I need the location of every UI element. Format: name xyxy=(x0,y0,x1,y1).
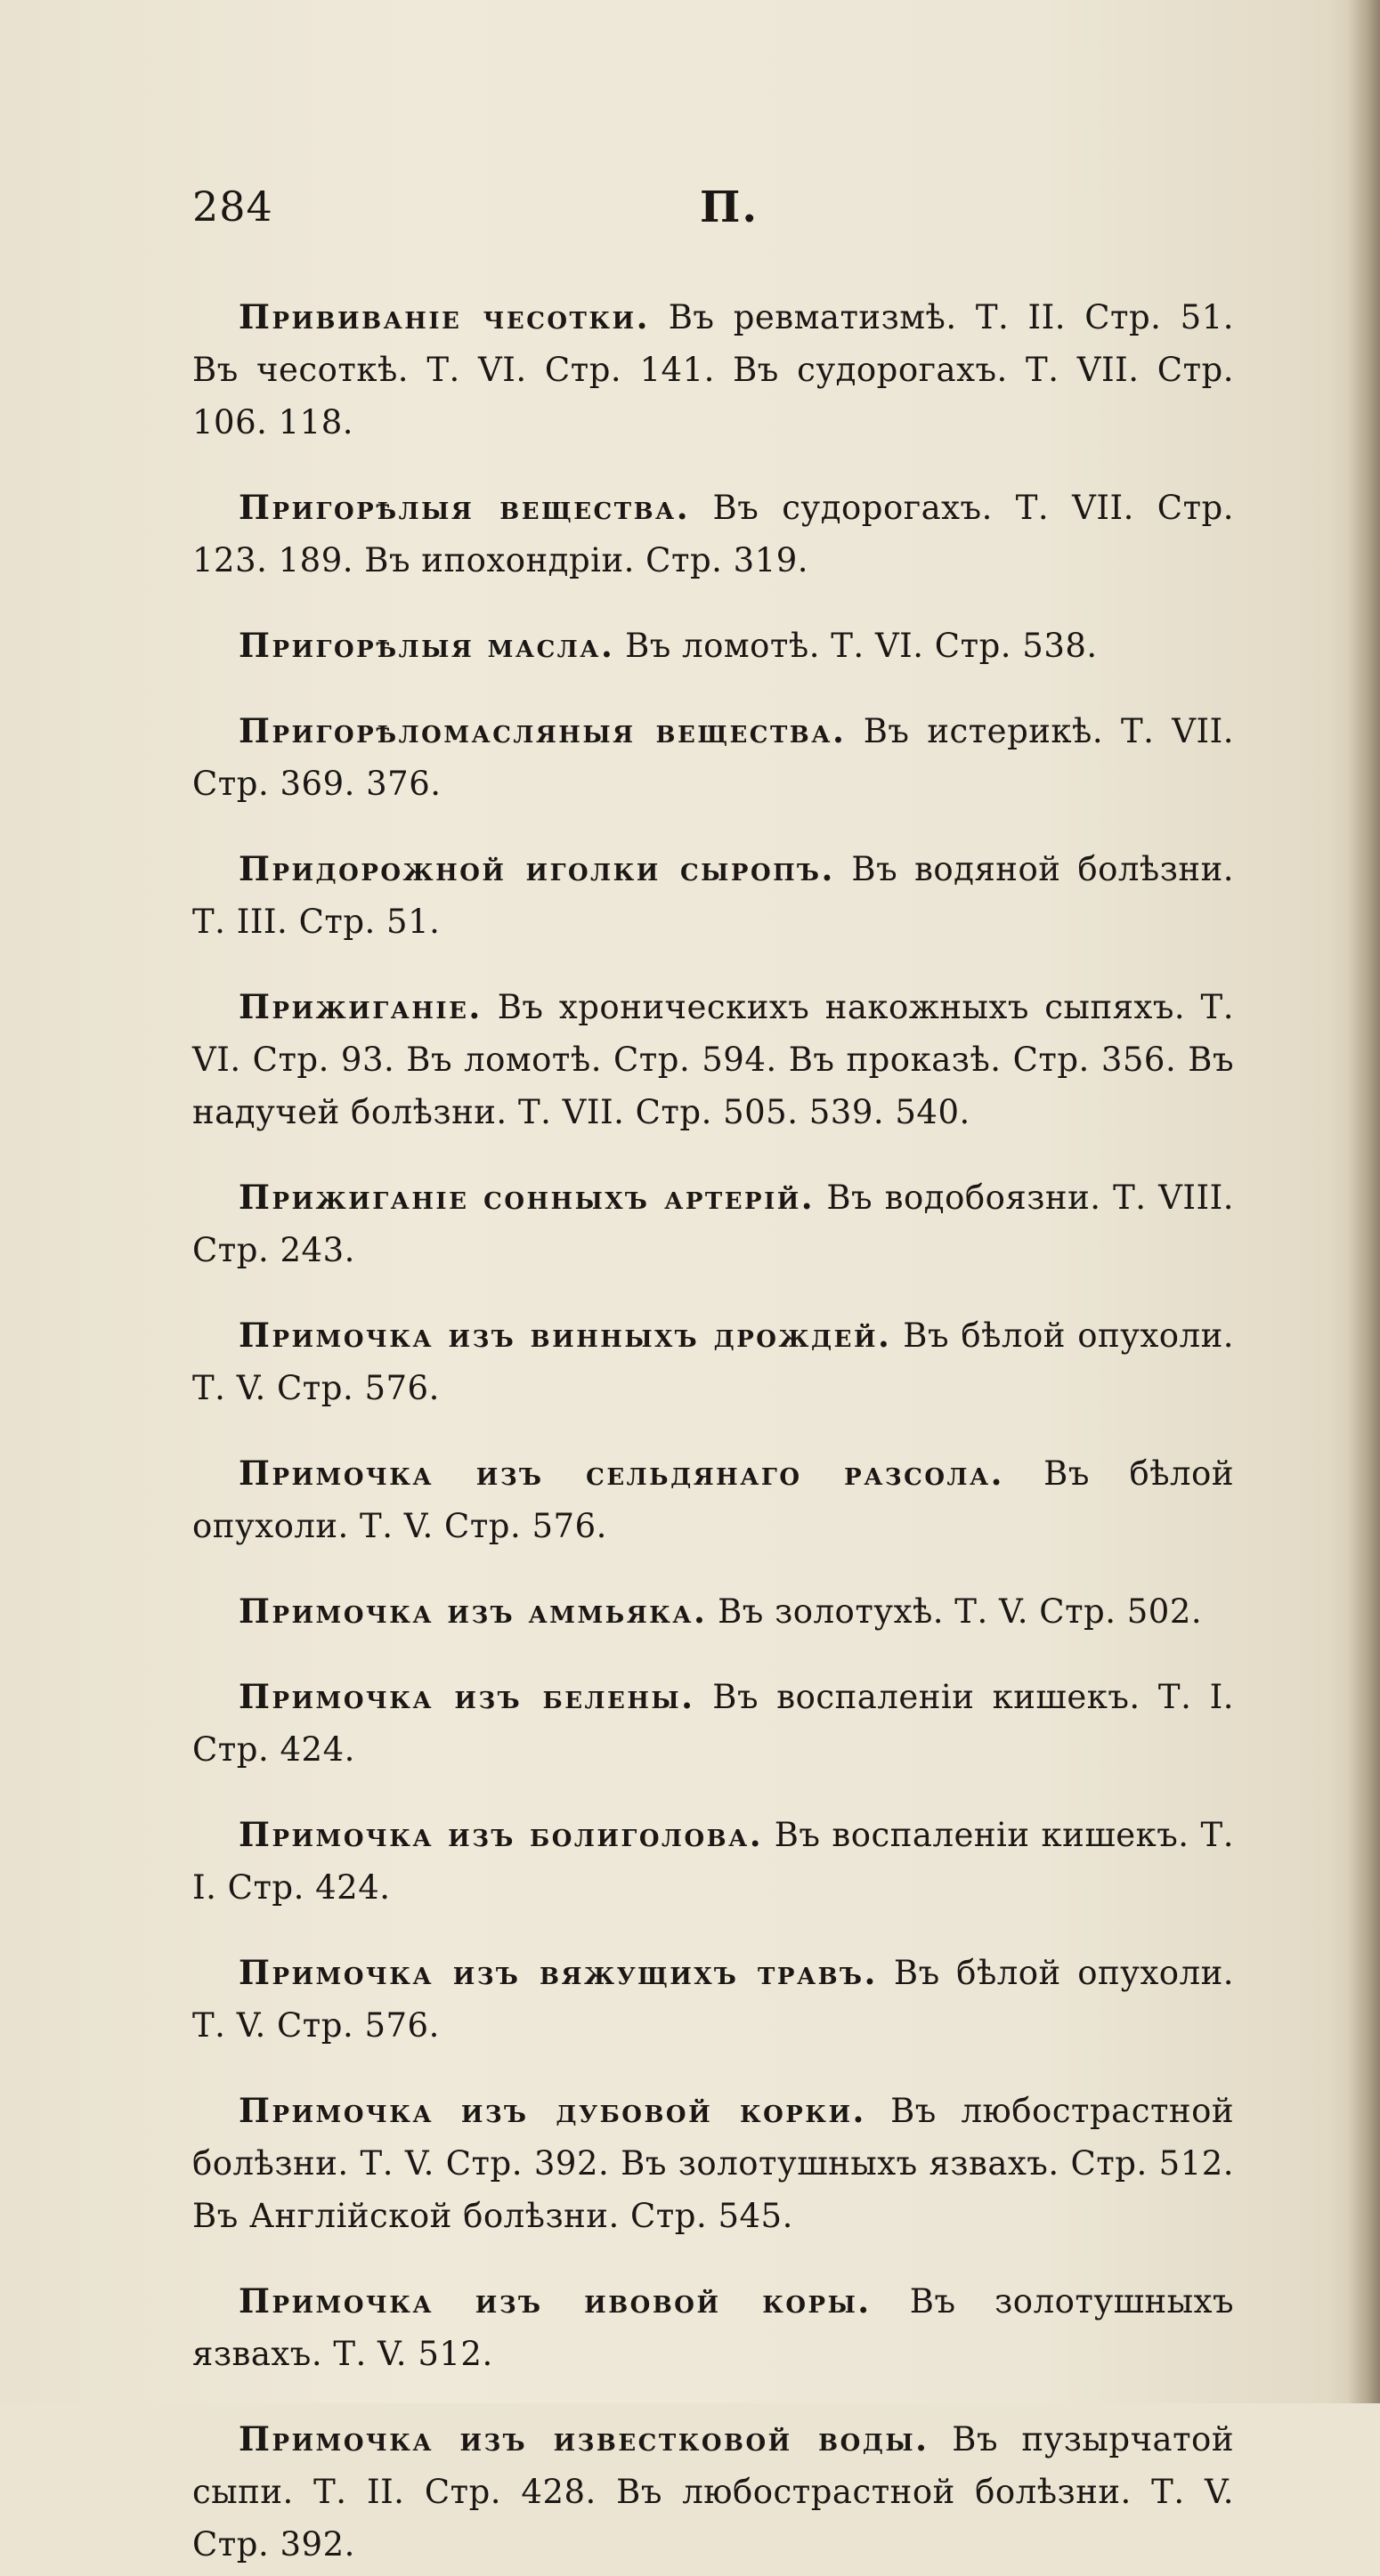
entry-term: Примочка изъ аммьяка. xyxy=(239,1592,708,1631)
index-entry xyxy=(192,2413,1234,2571)
page-gutter-shadow xyxy=(1348,0,1380,2403)
entry-term: Пригорѣломасляныя вещества. xyxy=(239,711,847,750)
index-entry xyxy=(192,1171,1234,1276)
index-entry xyxy=(192,1809,1234,1914)
index-entry xyxy=(192,1671,1234,1776)
page-number: 284 xyxy=(192,182,273,231)
index-entry xyxy=(192,2085,1234,2242)
index-entry xyxy=(192,1947,1234,2052)
index-entry xyxy=(192,620,1234,672)
entry-term: Пригорѣлыя масла. xyxy=(239,626,615,665)
entry-references: Въ ревматизмѣ. Т. II. Стр. 51. Въ чесоткѣ. Т. VI. Стр. 141. Въ судорогахъ. Т. VII. Стр. 106. 118. xyxy=(192,298,1235,441)
entry-term: Прижиганіе сонныхъ артерій. xyxy=(239,1178,816,1217)
entry-references: Въ любострастной болѣзни. Т. V. Стр. 392. Въ золотушныхъ язвахъ. Стр. 512. Въ Англійской болѣзни. Стр. 545. xyxy=(192,2092,1235,2235)
entry-term: Примочка изъ дубовой корки. xyxy=(239,2091,866,2130)
entry-references: Въ судорогахъ. Т. VII. Стр. 123. 189. Въ ипохондріи. Стр. 319. xyxy=(192,489,1234,579)
index-entry xyxy=(192,2275,1234,2380)
entry-term: Примочка изъ винныхъ дрождей. xyxy=(239,1316,892,1355)
index-entry xyxy=(192,705,1234,810)
index-entries xyxy=(192,258,1234,2576)
entry-term: Примочка изъ известковой воды. xyxy=(239,2419,929,2459)
entry-references: Въ ломотѣ. Т. VI. Стр. 538. xyxy=(625,627,1098,665)
index-entry xyxy=(192,981,1234,1138)
entry-references: Въ золотушныхъ язвахъ. Т. V. 512. xyxy=(192,2282,1234,2373)
index-entry xyxy=(192,1447,1234,1552)
entry-term: Примочка изъ болиголова. xyxy=(239,1815,764,1854)
entry-term: Пригорѣлыя вещества. xyxy=(239,488,691,527)
index-entry xyxy=(192,482,1234,587)
entry-references: Въ воспаленіи кишекъ. Т. I. Стр. 424. xyxy=(192,1816,1234,1907)
entry-term: Придорожной иголки сыропъ. xyxy=(239,849,835,888)
entry-references: Въ водяной болѣзни. Т. III. Стр. 51. xyxy=(192,850,1234,941)
index-entry xyxy=(192,1585,1234,1638)
entry-references: Въ бѣлой опухоли. Т. V. Стр. 576. xyxy=(192,1316,1235,1407)
entry-references: Въ истерикѣ. Т. VII. Стр. 369. 376. xyxy=(192,712,1234,803)
entry-term: Примочка изъ сельдянаго разсола. xyxy=(239,1454,1005,1493)
page-header xyxy=(192,182,1234,245)
entry-term: Примочка изъ белены. xyxy=(239,1677,695,1716)
entry-references: Въ бѣлой опухоли. Т. V. Стр. 576. xyxy=(192,1954,1235,2045)
entry-term: Прижиганіе. xyxy=(239,987,483,1026)
entry-term: Прививаніе чесотки. xyxy=(239,297,650,336)
running-head: П. xyxy=(700,182,759,232)
entry-references: Въ воспаленіи кишекъ. Т. I. Стр. 424. xyxy=(192,1678,1234,1769)
entry-references: Въ водобоязни. Т. VIII. Стр. 243. xyxy=(192,1179,1235,1269)
index-entry xyxy=(192,291,1234,449)
entry-references: Въ пузырчатой сыпи. Т. II. Стр. 428. Въ любострастной болѣзни. Т. V. Стр. 392. xyxy=(192,2420,1234,2564)
entry-term: Примочка изъ ивовой коры. xyxy=(239,2281,872,2321)
index-entry xyxy=(192,843,1234,948)
entry-references: Въ бѣлой опухоли. Т. V. Стр. 576. xyxy=(192,1454,1234,1545)
entry-term: Примочка изъ вяжущихъ травъ. xyxy=(239,1953,878,1992)
index-entry xyxy=(192,1309,1234,1414)
entry-references: Въ золотухѣ. Т. V. Стр. 502. xyxy=(718,1592,1203,1631)
entry-references: Въ хроническихъ накожныхъ сыпяхъ. Т. VI. Стр. 93. Въ ломотѣ. Стр. 594. Въ проказѣ. Стр. 356. Въ надучей болѣзни. Т. VII. Стр. 505. 539. 540. xyxy=(192,988,1234,1131)
